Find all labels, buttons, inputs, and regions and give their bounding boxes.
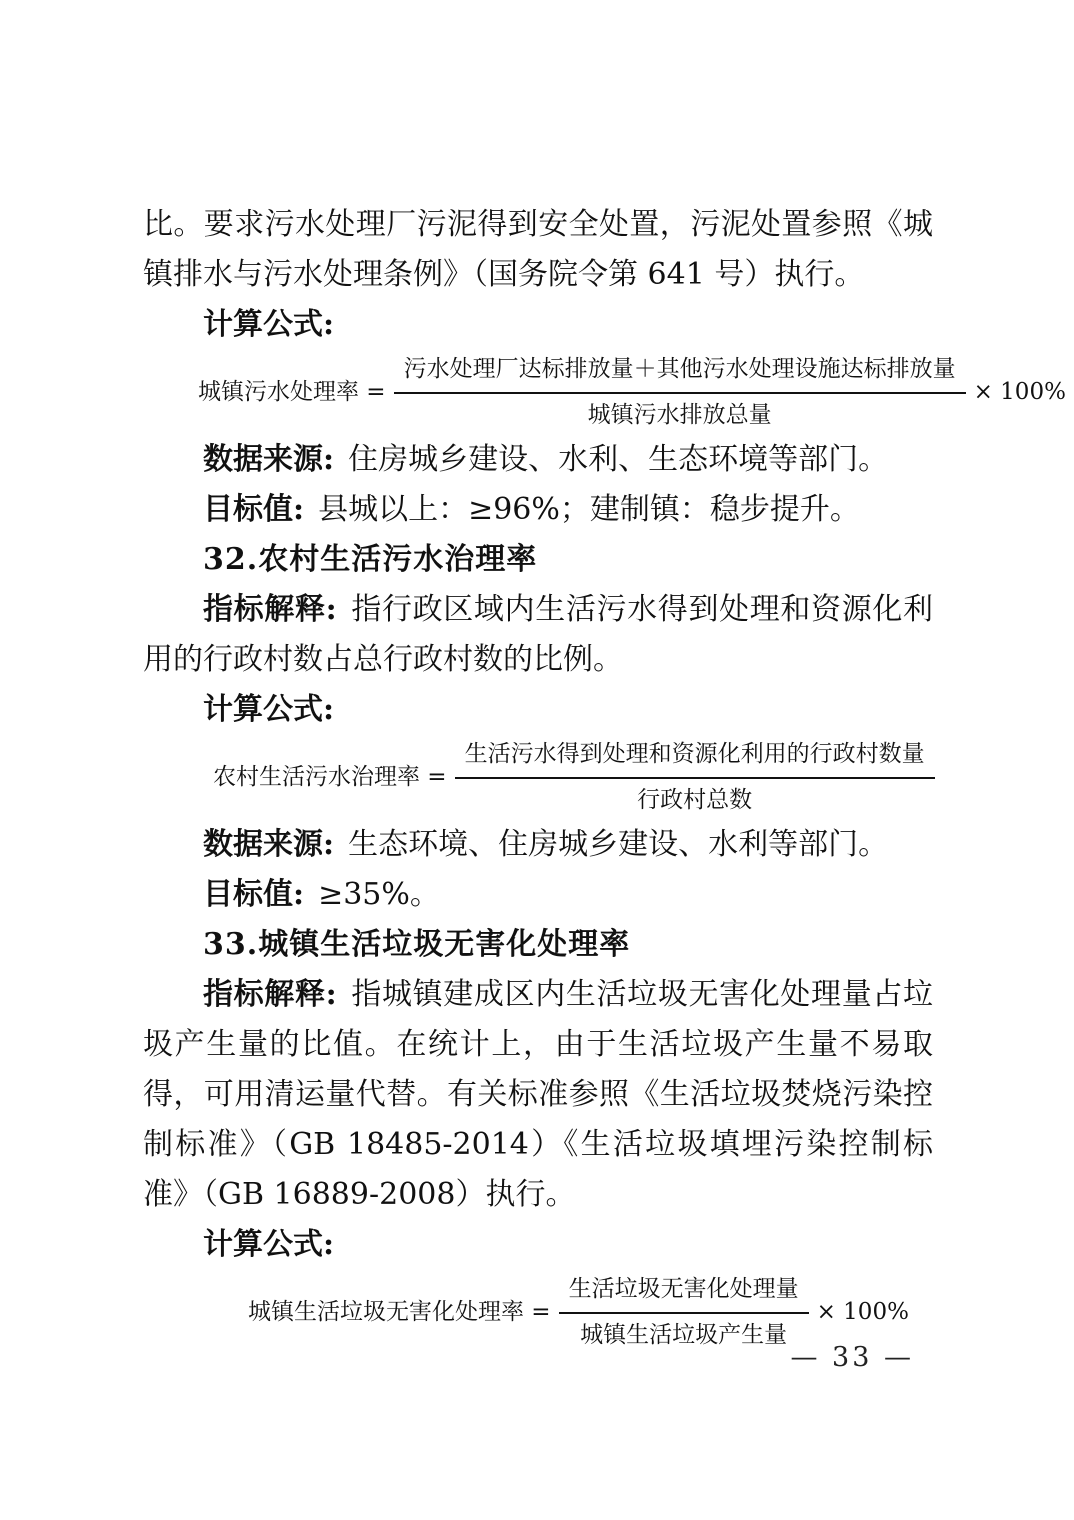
definition-paragraph-33 (143, 970, 933, 1220)
data-source-value-31: 住房城乡建设、水利、生态环境等部门。 (348, 442, 889, 477)
definition-text-32: 指行政区域内生活污水得到处理和资源化利用的行政村数占总行政村数的比例。 (143, 592, 933, 677)
data-source-row-31 (143, 435, 933, 485)
formula-label-32-text: 计算公式: (203, 692, 335, 727)
formula-label-31-text: 计算公式: (203, 307, 335, 342)
formula-33-numerator: 生活垃圾无害化处理量 (559, 1274, 809, 1313)
formula-label-32 (143, 685, 933, 735)
formula-31-multiplier: × 100% (973, 378, 1066, 405)
formula-rural-sewage-treatment-rate (143, 735, 933, 820)
definition-paragraph-32 (143, 585, 933, 685)
page-content (143, 200, 1066, 1355)
formula-33-denominator: 城镇生活垃圾产生量 (580, 1321, 788, 1348)
formula-label-31 (143, 300, 933, 350)
target-value-label-32: 目标值: (203, 877, 305, 912)
formula-33-lhs: 城镇生活垃圾无害化处理率 = (248, 1298, 551, 1325)
formula-32-lhs: 农村生活污水治理率 = (213, 763, 447, 790)
target-value-31: 县城以上：≥96%；建制镇：稳步提升。 (318, 492, 860, 527)
formula-31-fraction (394, 354, 966, 430)
formula-31-numerator: 污水处理厂达标排放量＋其他污水处理设施达标排放量 (394, 354, 966, 393)
heading-indicator-33: 33.城镇生活垃圾无害化处理率 (203, 927, 631, 962)
target-value-row-31 (143, 485, 933, 535)
data-source-row-32 (143, 820, 933, 870)
data-source-label-32: 数据来源: (203, 827, 335, 862)
formula-urban-sewage-treatment-rate (143, 350, 1066, 435)
formula-32-fraction (455, 739, 935, 815)
heading-indicator-32: 32.农村生活污水治理率 (203, 542, 538, 577)
formula-label-33 (143, 1220, 933, 1270)
page-number: — 33 — (790, 1342, 914, 1373)
formula-label-33-text: 计算公式: (203, 1227, 335, 1262)
data-source-value-32: 生态环境、住房城乡建设、水利等部门。 (348, 827, 889, 862)
paragraph-sludge-disposal: 比。要求污水处理厂污泥得到安全处置，污泥处置参照《城镇排水与污水处理条例》（国务院令第 641 号）执行。 (143, 207, 933, 292)
formula-31-denominator: 城镇污水排放总量 (587, 401, 772, 428)
data-source-label-31: 数据来源: (203, 442, 335, 477)
definition-label-33: 指标解释: (203, 977, 337, 1012)
formula-33-fraction (559, 1274, 809, 1350)
definition-text-33: 指城镇建成区内生活垃圾无害化处理量占垃圾产生量的比值。在统计上，由于生活垃圾产生量不易取得，可用清运量代替。有关标准参照《生活垃圾焚烧污染控制标准》（GB 18485-2014）《生活垃圾填埋污染控制标准》（GB 16889-2008）执行。 (143, 977, 933, 1212)
target-value-row-32 (143, 870, 933, 920)
definition-label-32: 指标解释: (203, 592, 337, 627)
target-value-label-31: 目标值: (203, 492, 305, 527)
formula-32-denominator: 行政村总数 (637, 786, 753, 813)
formula-33-multiplier: × 100% (816, 1298, 909, 1325)
formula-31-lhs: 城镇污水处理率 = (198, 378, 386, 405)
target-value-32: ≥35%。 (318, 877, 440, 912)
formula-32-numerator: 生活污水得到处理和资源化利用的行政村数量 (455, 739, 935, 778)
